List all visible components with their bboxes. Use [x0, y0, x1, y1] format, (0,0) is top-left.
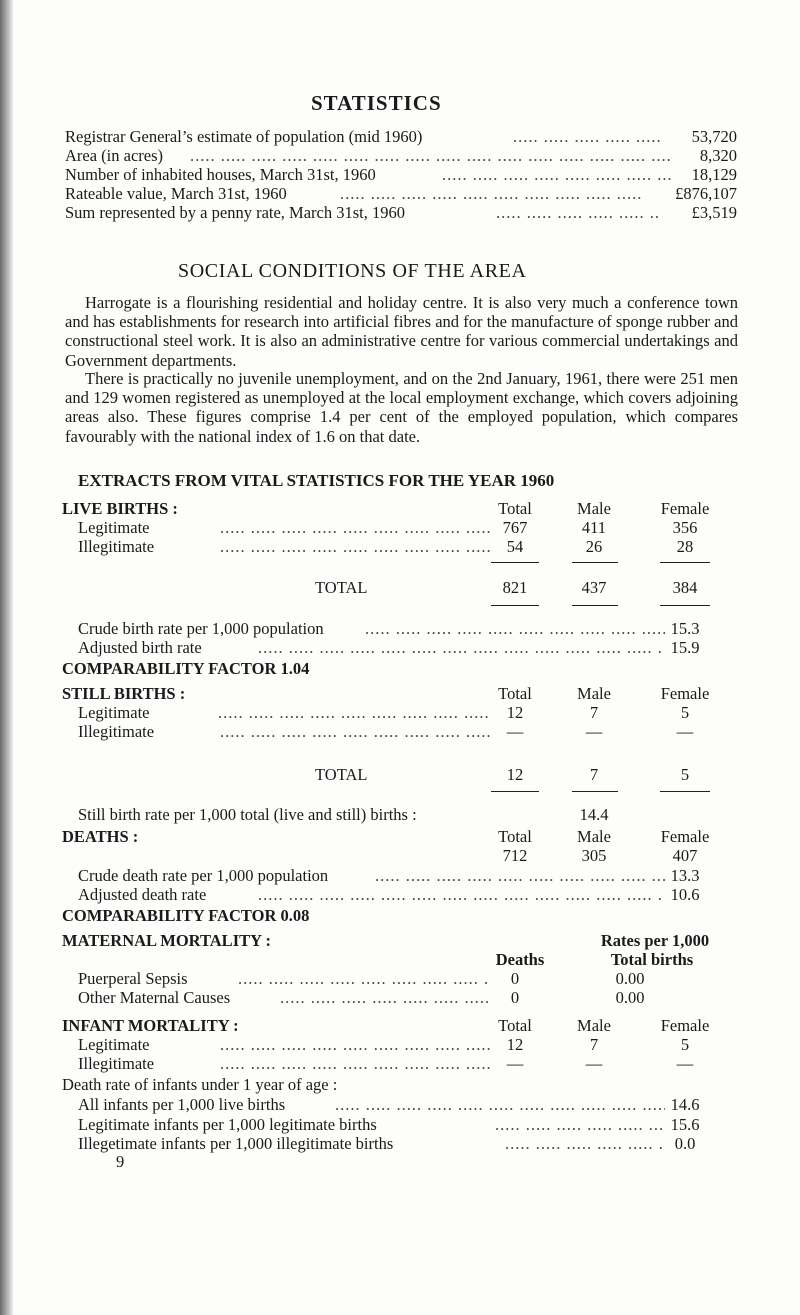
rule [660, 605, 710, 606]
rule [660, 562, 710, 563]
leader-dots [496, 203, 658, 222]
adjusted-birth-rate-label: Adjusted birth rate [78, 638, 202, 657]
row-label: Legitimate [78, 518, 150, 537]
deaths-heading: DEATHS : [62, 827, 139, 846]
comparability-factor: COMPARABILITY FACTOR 1.04 [62, 659, 310, 678]
col-header-total: Total [498, 684, 532, 703]
stat-value: £876,107 [675, 184, 737, 203]
maternal-mortality-heading: MATERNAL MORTALITY : [62, 931, 272, 950]
paragraph: Harrogate is a flourishing residential and holiday centre. It is also very much a conference town and has establishments for research into artificial fibres and for the manufacture of sponge rubber and constructional steel work. It is also an administrative centre for various commercial undertakings and Government departments. [65, 293, 738, 370]
cell-male: — [585, 722, 603, 741]
still-birth-rate-label: Still birth rate per 1,000 total (live and still) births : [78, 805, 417, 824]
leader-dots [280, 988, 490, 1007]
col-header-female: Female [660, 684, 710, 703]
stat-label: Rateable value, March 31st, 1960 [65, 184, 287, 203]
stat-label: Sum represented by a penny rate, March 31st, 1960 [65, 203, 405, 222]
cell-total: 12 [506, 703, 524, 722]
leader-dots [513, 127, 663, 146]
crude-birth-rate-label: Crude birth rate per 1,000 population [78, 619, 324, 638]
rate-value: 15.6 [670, 1115, 700, 1134]
adjusted-death-rate-label: Adjusted death rate [78, 885, 207, 904]
leader-dots [340, 184, 646, 203]
stat-value: 8,320 [699, 146, 737, 165]
cell-total: 767 [502, 518, 528, 537]
col-header-total-births: Total births [610, 950, 694, 969]
col-header-total: Total [498, 499, 532, 518]
stat-value: 18,129 [691, 165, 737, 184]
leader-dots [375, 866, 665, 885]
cell-total: 12 [506, 765, 524, 784]
col-header-male: Male [577, 499, 611, 518]
cell-female: 5 [680, 703, 690, 722]
leader-dots [495, 1115, 663, 1134]
cell-total: 54 [506, 537, 524, 556]
col-header-total: Total [498, 827, 532, 846]
col-header-deaths: Deaths [495, 950, 545, 969]
rule [491, 605, 539, 606]
col-header-female: Female [660, 1016, 710, 1035]
leader-dots [220, 518, 490, 537]
cell-total: — [506, 722, 524, 741]
cell-female: 384 [672, 578, 698, 597]
cell-male: 7 [589, 1035, 599, 1054]
rule [572, 605, 618, 606]
stat-value: £3,519 [691, 203, 737, 222]
crude-death-rate-value: 13.3 [670, 866, 700, 885]
leader-dots [220, 1035, 490, 1054]
cell-deaths: 0 [510, 969, 520, 988]
leader-dots [190, 146, 672, 165]
row-label: Illegitimate [78, 722, 155, 741]
rate-value: 0.0 [674, 1134, 696, 1153]
stat-label: Area (in acres) [65, 146, 164, 165]
rule [491, 562, 539, 563]
leader-dots [218, 703, 488, 722]
rate-value: 14.6 [670, 1095, 700, 1114]
rate-label: All infants per 1,000 live births [78, 1095, 286, 1114]
still-birth-rate-value: 14.4 [579, 805, 609, 824]
leader-dots [220, 1054, 490, 1073]
row-label: Legitimate [78, 1035, 150, 1054]
cell-male: 7 [589, 703, 599, 722]
cell-total: — [506, 1054, 524, 1073]
rule [491, 791, 539, 792]
section-heading: SOCIAL CONDITIONS OF THE AREA [178, 260, 527, 282]
cell-female: 356 [672, 518, 698, 537]
col-header-male: Male [577, 827, 611, 846]
row-label: Puerperal Sepsis [78, 969, 188, 988]
cell-male: 26 [585, 537, 603, 556]
rule [572, 791, 618, 792]
cell-rate: 0.00 [615, 988, 645, 1007]
infant-mortality-heading: INFANT MORTALITY : [62, 1016, 239, 1035]
leader-dots [442, 165, 672, 184]
cell-rate: 0.00 [615, 969, 645, 988]
cell-male: 7 [589, 765, 599, 784]
cell-male: 411 [581, 518, 607, 537]
leader-dots [365, 619, 665, 638]
adjusted-death-rate-value: 10.6 [670, 885, 700, 904]
rates-heading: Rates per 1,000 [600, 931, 710, 950]
col-header-male: Male [577, 1016, 611, 1035]
cell-deaths: 0 [510, 988, 520, 1007]
leader-dots [220, 537, 490, 556]
cell-female: 28 [676, 537, 694, 556]
deaths-total: 712 [502, 846, 528, 865]
rule [660, 791, 710, 792]
stat-label: Number of inhabited houses, March 31st, 1960 [65, 165, 376, 184]
rate-label: Legitimate infants per 1,000 legitimate births [78, 1115, 377, 1134]
col-header-male: Male [577, 684, 611, 703]
rule [572, 562, 618, 563]
total-label: TOTAL [315, 765, 368, 784]
stat-label: Registrar General’s estimate of population (mid 1960) [65, 127, 423, 146]
still-births-heading: STILL BIRTHS : [62, 684, 186, 703]
row-label: Illegitimate [78, 537, 155, 556]
leader-dots [220, 722, 490, 741]
page-edge-shadow [0, 0, 14, 1315]
leader-dots [238, 969, 490, 988]
col-header-female: Female [660, 499, 710, 518]
crude-birth-rate-value: 15.3 [670, 619, 700, 638]
cell-total: 12 [506, 1035, 524, 1054]
leader-dots [335, 1095, 665, 1114]
cell-male: 437 [581, 578, 607, 597]
leader-dots [258, 885, 663, 904]
total-label: TOTAL [315, 578, 368, 597]
deaths-male: 305 [581, 846, 607, 865]
page-title: STATISTICS [311, 91, 442, 115]
cell-female: 5 [680, 1035, 690, 1054]
row-label: Legitimate [78, 703, 150, 722]
deaths-female: 407 [672, 846, 698, 865]
cell-female: — [676, 722, 694, 741]
paragraph: There is practically no juvenile unemployment, and on the 2nd January, 1961, there were 251 men and 129 women registered as unemployed at the local employment exchange, which covers adjoining areas also. These figures comprise 1.4 per cent of the employed population, which compares favourably with the national index of 1.6 on that date. [65, 369, 738, 446]
cell-total: 821 [502, 578, 528, 597]
adjusted-birth-rate-value: 15.9 [670, 638, 700, 657]
infant-rate-intro: Death rate of infants under 1 year of age : [62, 1075, 338, 1094]
rate-label: Illegetimate infants per 1,000 illegitimate births [78, 1134, 394, 1153]
comparability-factor: COMPARABILITY FACTOR 0.08 [62, 906, 310, 925]
leader-dots [258, 638, 663, 657]
col-header-total: Total [498, 1016, 532, 1035]
crude-death-rate-label: Crude death rate per 1,000 population [78, 866, 329, 885]
row-label: Illegitimate [78, 1054, 155, 1073]
page-number: 9 [116, 1152, 125, 1171]
cell-female: 5 [680, 765, 690, 784]
row-label: Other Maternal Causes [78, 988, 231, 1007]
live-births-heading: LIVE BIRTHS : [62, 499, 178, 518]
stat-value: 53,720 [691, 127, 737, 146]
col-header-female: Female [660, 827, 710, 846]
vital-heading: EXTRACTS FROM VITAL STATISTICS FOR THE YEAR 1960 [78, 471, 555, 490]
cell-male: — [585, 1054, 603, 1073]
cell-female: — [676, 1054, 694, 1073]
